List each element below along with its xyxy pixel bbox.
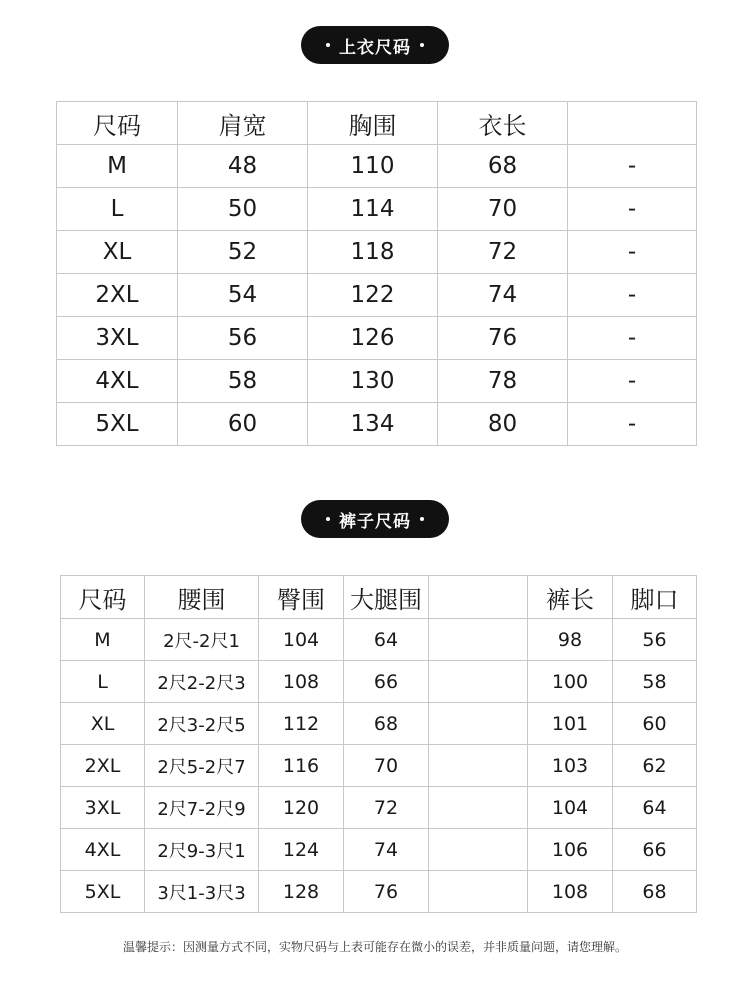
header-hip: 臀围	[259, 576, 344, 619]
cell: XL	[61, 703, 145, 745]
cell	[429, 661, 528, 703]
cell: 2尺2-2尺3	[145, 661, 259, 703]
header-thigh: 大腿围	[344, 576, 429, 619]
bullet-dot-icon	[420, 43, 424, 47]
cell: -	[568, 188, 697, 231]
table-row	[57, 231, 697, 274]
table-header-row	[61, 576, 697, 619]
cell: 60	[613, 703, 697, 745]
cell: 56	[613, 619, 697, 661]
cell: 68	[438, 145, 568, 188]
cell: 104	[259, 619, 344, 661]
cell: 124	[259, 829, 344, 871]
cell: 70	[344, 745, 429, 787]
cell: 2尺9-3尺1	[145, 829, 259, 871]
cell: 3XL	[57, 317, 178, 360]
cell: 122	[308, 274, 438, 317]
cell: -	[568, 317, 697, 360]
table-header-row	[57, 102, 697, 145]
table-row	[57, 360, 697, 403]
cell	[429, 871, 528, 913]
cell: 60	[178, 403, 308, 446]
top-size-table	[56, 101, 697, 446]
cell: 104	[528, 787, 613, 829]
table-row	[57, 317, 697, 360]
cell: -	[568, 274, 697, 317]
cell: 74	[438, 274, 568, 317]
header-pants-length: 裤长	[528, 576, 613, 619]
cell: 126	[308, 317, 438, 360]
cell: 76	[344, 871, 429, 913]
cell: M	[61, 619, 145, 661]
cell: 64	[344, 619, 429, 661]
cell: 48	[178, 145, 308, 188]
cell: XL	[57, 231, 178, 274]
cell: 74	[344, 829, 429, 871]
table-row	[61, 829, 697, 871]
cell: 5XL	[57, 403, 178, 446]
table-row	[61, 871, 697, 913]
bullet-dot-icon	[326, 43, 330, 47]
cell: 80	[438, 403, 568, 446]
header-size: 尺码	[61, 576, 145, 619]
table-row	[57, 188, 697, 231]
cell: 106	[528, 829, 613, 871]
cell: 78	[438, 360, 568, 403]
cell: 2尺-2尺1	[145, 619, 259, 661]
cell: 101	[528, 703, 613, 745]
table-row	[61, 703, 697, 745]
cell: 3尺1-3尺3	[145, 871, 259, 913]
cell: 2尺7-2尺9	[145, 787, 259, 829]
cell: -	[568, 360, 697, 403]
table-row	[61, 661, 697, 703]
cell: 98	[528, 619, 613, 661]
top-size-title-badge	[301, 26, 449, 64]
cell: 108	[528, 871, 613, 913]
bullet-dot-icon	[420, 517, 424, 521]
cell: 2尺5-2尺7	[145, 745, 259, 787]
cell: 103	[528, 745, 613, 787]
cell: 56	[178, 317, 308, 360]
cell: 120	[259, 787, 344, 829]
header-shoulder-width: 肩宽	[178, 102, 308, 145]
cell: -	[568, 231, 697, 274]
cell: 50	[178, 188, 308, 231]
cell: 72	[344, 787, 429, 829]
header-waist: 腰围	[145, 576, 259, 619]
header-chest: 胸围	[308, 102, 438, 145]
table-row	[61, 745, 697, 787]
header-length: 衣长	[438, 102, 568, 145]
table-row	[61, 787, 697, 829]
cell: 68	[344, 703, 429, 745]
header-leg-opening: 脚口	[613, 576, 697, 619]
cell: 118	[308, 231, 438, 274]
bullet-dot-icon	[326, 517, 330, 521]
cell: 62	[613, 745, 697, 787]
cell: 108	[259, 661, 344, 703]
header-blank	[429, 576, 528, 619]
cell: 66	[613, 829, 697, 871]
cell	[429, 619, 528, 661]
header-size: 尺码	[57, 102, 178, 145]
cell: 58	[178, 360, 308, 403]
cell	[429, 829, 528, 871]
cell: 5XL	[61, 871, 145, 913]
cell: -	[568, 403, 697, 446]
cell: 54	[178, 274, 308, 317]
cell: 4XL	[61, 829, 145, 871]
cell: 58	[613, 661, 697, 703]
cell	[429, 787, 528, 829]
cell: M	[57, 145, 178, 188]
cell: 114	[308, 188, 438, 231]
cell: 4XL	[57, 360, 178, 403]
cell: 70	[438, 188, 568, 231]
cell: -	[568, 145, 697, 188]
cell: 76	[438, 317, 568, 360]
cell: 128	[259, 871, 344, 913]
table-row	[57, 145, 697, 188]
cell: 64	[613, 787, 697, 829]
bottom-size-title: 裤子尺码	[339, 511, 411, 532]
cell: 116	[259, 745, 344, 787]
table-row	[57, 403, 697, 446]
bottom-size-title-badge	[301, 500, 449, 538]
cell: L	[61, 661, 145, 703]
cell: 2XL	[57, 274, 178, 317]
pants-size-table	[60, 575, 697, 913]
cell: 66	[344, 661, 429, 703]
cell: L	[57, 188, 178, 231]
cell: 68	[613, 871, 697, 913]
cell: 130	[308, 360, 438, 403]
cell: 2XL	[61, 745, 145, 787]
cell: 112	[259, 703, 344, 745]
cell: 2尺3-2尺5	[145, 703, 259, 745]
table-row	[61, 619, 697, 661]
cell: 72	[438, 231, 568, 274]
footer-note: 温馨提示：因测量方式不同，实物尺码与上表可能存在微小的误差，并非质量问题，请您理解。	[122, 940, 627, 954]
cell: 52	[178, 231, 308, 274]
top-size-title: 上衣尺码	[339, 37, 411, 58]
cell: 134	[308, 403, 438, 446]
table-row	[57, 274, 697, 317]
cell: 100	[528, 661, 613, 703]
cell: 110	[308, 145, 438, 188]
cell	[429, 703, 528, 745]
cell	[429, 745, 528, 787]
cell: 3XL	[61, 787, 145, 829]
header-extra	[568, 102, 697, 145]
